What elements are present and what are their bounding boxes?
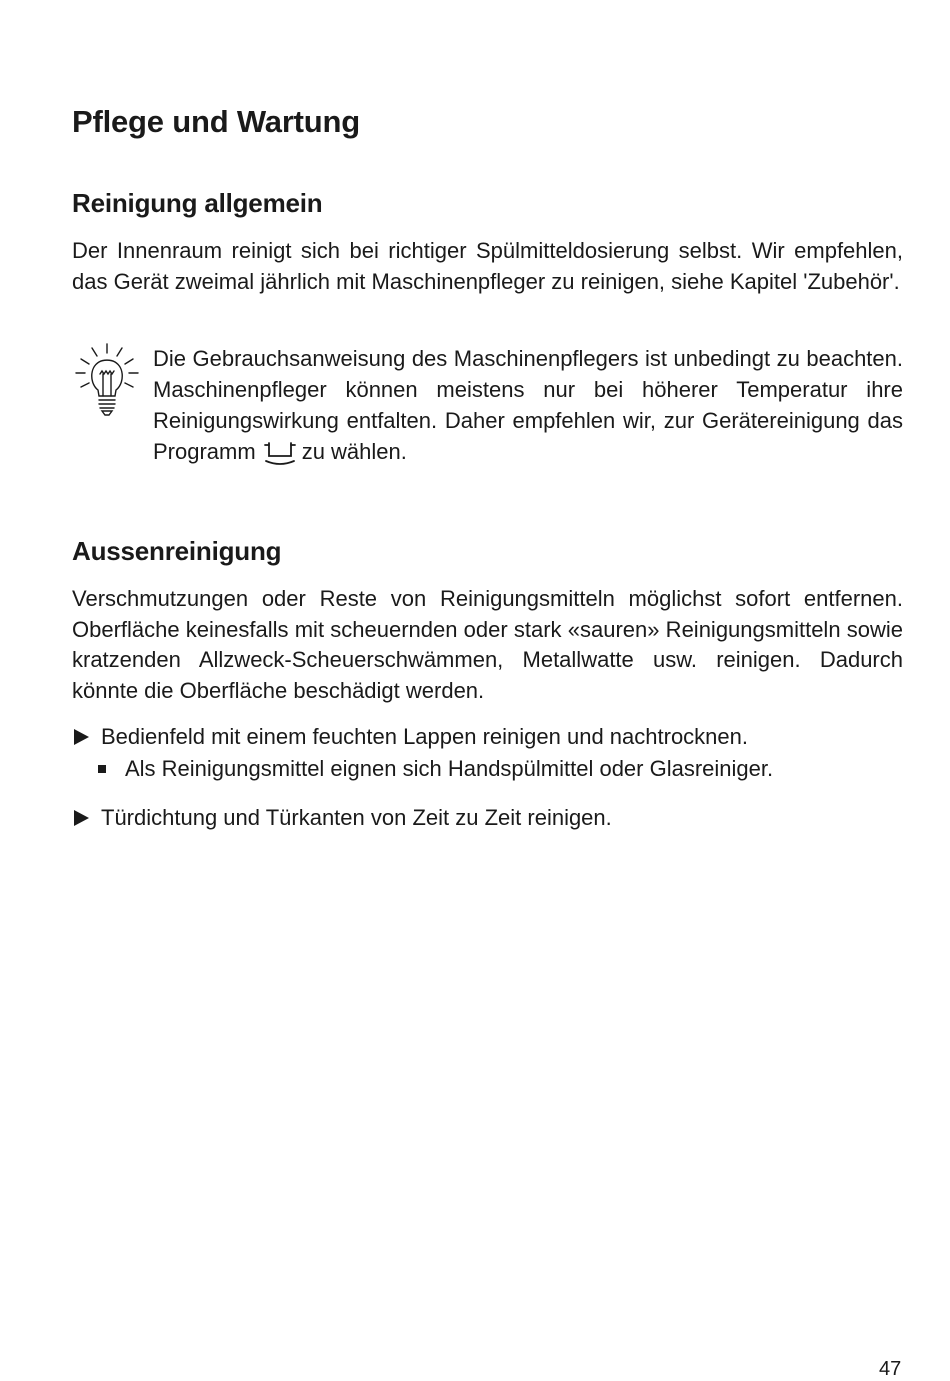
square-bullet-icon: [98, 765, 106, 773]
lightbulb-icon: [72, 340, 142, 420]
instruction-step: [72, 722, 748, 752]
instruction-sub-text: Als Reinigungsmittel eignen sich Handspülmittel oder Glasreiniger.: [125, 756, 774, 781]
section-heading-aussenreinigung: Aussenreinigung: [72, 536, 282, 566]
aussen-paragraph: Verschmutzungen oder Reste von Reinigungsmitteln möglichst sofort entfernen. Oberfläche keinesfalls mit scheuernden oder stark «sauren» Reinigungsmitteln sowie kratzenden Allzweck-Scheuerschwämmen, Metallwatte usw. reinigen. Dadurch könnte die Oberfläche beschädigt werden.: [72, 586, 903, 703]
section-heading-reinigung: Reinigung allgemein: [72, 188, 323, 218]
arrow-bullet-icon: [74, 810, 89, 826]
tip-text-after: zu wählen.: [301, 439, 407, 464]
tip-text: [153, 343, 903, 467]
page-number: 47: [879, 1358, 902, 1380]
instruction-step-text: Bedienfeld mit einem feuchten Lappen reinigen und nachtrocknen.: [101, 724, 749, 749]
page-title: Pflege und Wartung: [72, 104, 361, 139]
arrow-bullet-icon: [74, 729, 89, 745]
instruction-step: [72, 803, 612, 833]
pot-program-icon: [262, 440, 298, 466]
instruction-step-text: Türdichtung und Türkanten von Zeit zu Zeit reinigen.: [101, 805, 612, 830]
intro-paragraph: Der Innenraum reinigt sich bei richtiger Spülmitteldosierung selbst. Wir empfehlen, das Gerät zweimal jährlich mit Maschinenpfleger zu reinigen, siehe Kapitel 'Zubehör'.: [72, 238, 903, 294]
tip-text-before: Die Gebrauchsanweisung des Maschinenpflegers ist unbedingt zu beachten. Maschinenpfleger können meistens nur bei höherer Temperatur ihre Reinigungswirkung entfalten. Daher empfehlen wir, zur Gerätereinigung das Programm: [153, 346, 903, 464]
instruction-sub-item: [98, 754, 773, 784]
